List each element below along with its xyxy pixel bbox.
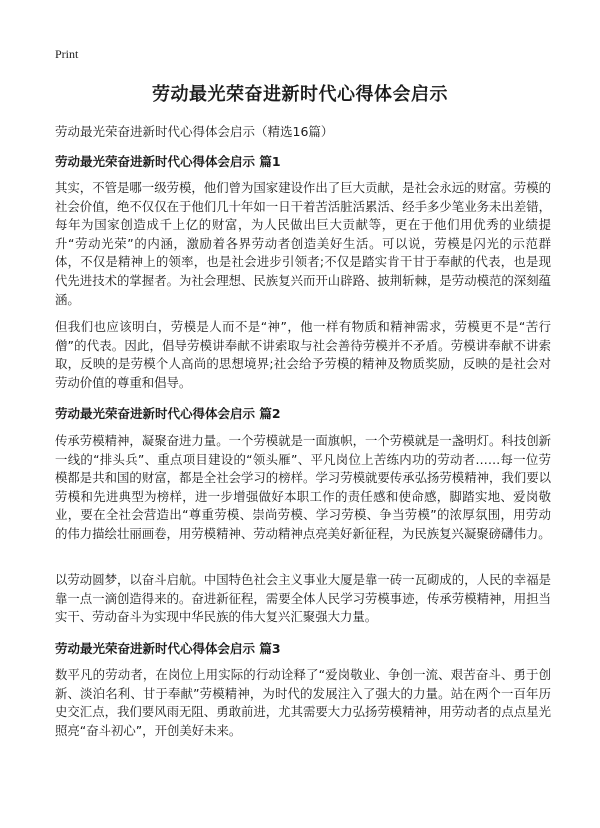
print-link[interactable]: Print xyxy=(55,47,79,61)
section-2-paragraph-2: 以劳动圆梦，以奋斗启航。中国特色社会主义事业大厦是靠一砖一瓦砌成的，人民的幸福是靠一点一滴创造得来的。奋进新征程，需要全体人民学习劳模事迹，传承劳模精神，用担当实干、劳动奋斗为实现中华民族的伟大复兴汇聚强大力量。 xyxy=(55,572,551,625)
section-heading-1: 劳动最光荣奋进新时代心得体会启示 篇1 xyxy=(55,154,281,169)
section-heading-2: 劳动最光荣奋进新时代心得体会启示 篇2 xyxy=(55,406,281,421)
document-subtitle: 劳动最光荣奋进新时代心得体会启示（精选16篇） xyxy=(55,124,334,139)
document-title: 劳动最光荣奋进新时代心得体会启示 xyxy=(152,84,448,105)
section-1-paragraph-1: 其实，不管是哪一级劳模，他们曾为国家建设作出了巨大贡献，是社会永远的财富。劳模的社会价值，绝不仅仅在于他们几十年如一日干着苦活脏活累活、经手多少笔业务未出差错，每年为国家创造成千上亿的财富，为人民做出巨大贡献等，更在于他们用优秀的业绩提升“劳动光荣”的内涵，激励着各界劳动者创造美好生活。可以说，劳模是闪光的示范群体，不仅是精神上的领率，也是社会进步引领者;不仅是踏实肯干甘于奉献的代表，也是现代先进技术的掌握者。为社会理想、民族复兴而开山辟路、披荆斩棘，是劳动模范的深刻蕴涵。 xyxy=(55,180,551,307)
section-heading-3: 劳动最光荣奋进新时代心得体会启示 篇3 xyxy=(55,641,281,656)
section-1-paragraph-2: 但我们也应该明白，劳模是人而不是“神”，他一样有物质和精神需求，劳模更不是“苦行僧”的代表。因此，倡导劳模讲奉献不讲索取与社会善待劳模并不矛盾。劳模讲奉献不讲索取，反映的是劳模个人高尚的思想境界;社会给予劳模的精神及物质奖励，反映的是社会对劳动价值的尊重和倡导。 xyxy=(55,319,551,390)
section-2-paragraph-1: 传承劳模精神，凝聚奋进力量。一个劳模就是一面旗帜，一个劳模就是一盏明灯。科技创新一线的“排头兵”、重点项目建设的“领头雁”、平凡岗位上苦练内功的劳动者……每一位劳模都是共和国的财富，都是全社会学习的榜样。学习劳模就要传承弘扬劳模精神，我们要以劳模和先进典型为榜样，进一步增强做好本职工作的责任感和使命感，脚踏实地、爱岗敬业，要在全社会营造出“尊重劳模、崇尚劳模、学习劳模、争当劳模”的浓厚氛围，用劳动的伟力描绘壮丽画卷，用劳模精神、劳动精神点亮美好新征程，为民族复兴凝聚磅礴伟力。 xyxy=(55,433,551,541)
section-3-paragraph-1: 数平凡的劳动者，在岗位上用实际的行动诠释了“爱岗敬业、争创一流、艰苦奋斗、勇于创新、淡泊名利、甘于奉献”劳模精神，为时代的发展注入了强大的力量。站在两个一百年历史交汇点，我们要风雨无阻、勇敢前进，尤其需要大力弘扬劳模精神，用劳动者的点点星光照亮“奋斗初心”，开创美好未来。 xyxy=(55,667,551,738)
